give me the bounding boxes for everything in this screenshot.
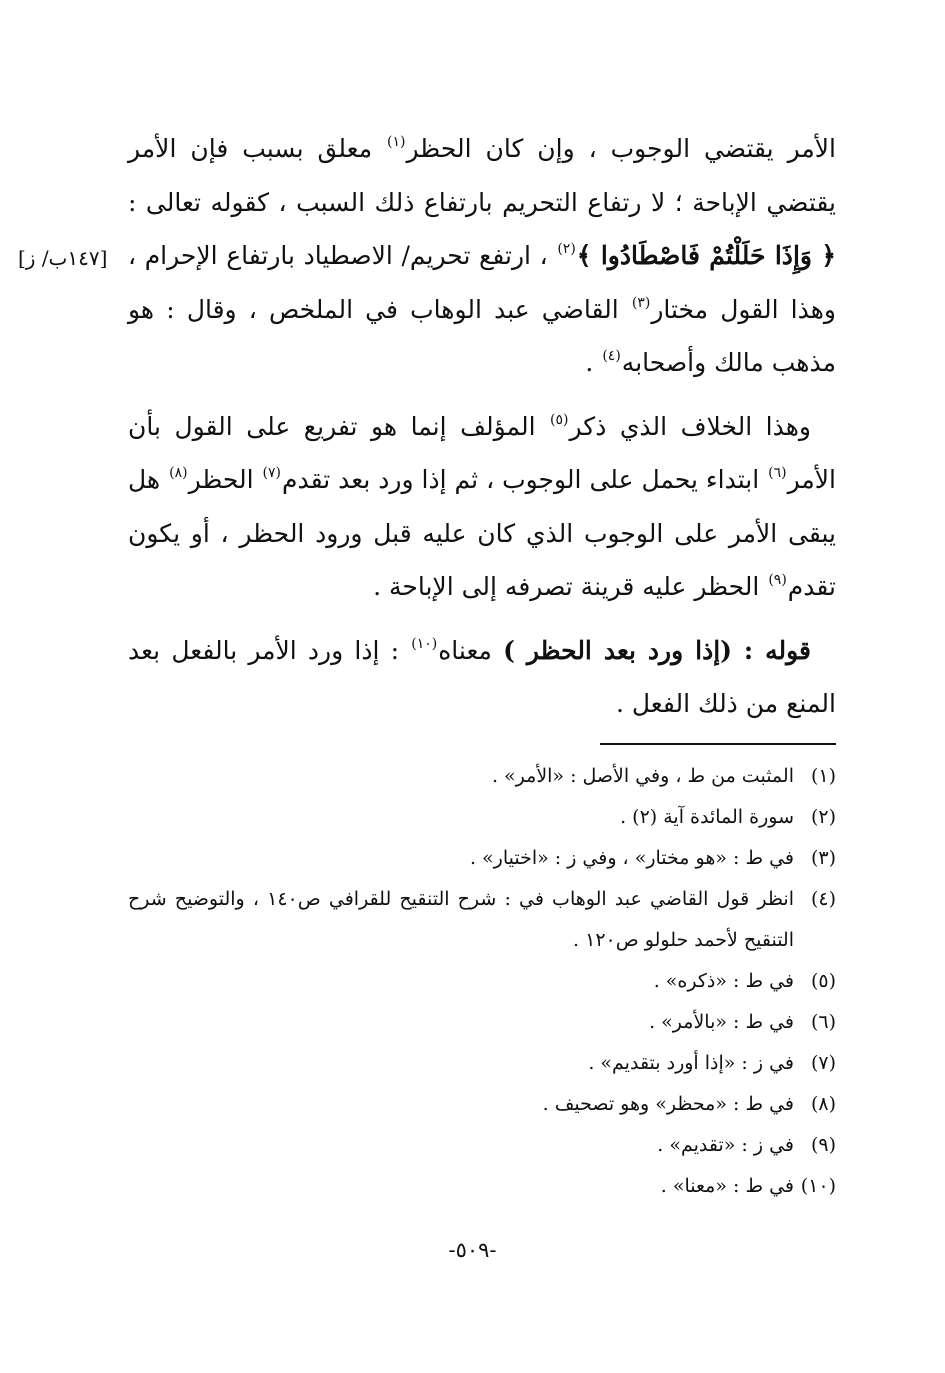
footnote-text: في ط : «معنا» . [660, 1175, 794, 1197]
text-run: هل يبقى الأمر على الوجوب الذي كان عليه قبل ورود الحظر ، أو يكون تقدم [128, 465, 836, 601]
text-run: ، ارتفع تحريم/ الاصطياد بارتفاع الإحرام ، وهذا القول مختار [128, 241, 836, 324]
footnote-number: (٨) [810, 1093, 836, 1115]
footnote-number: (٣) [810, 847, 836, 869]
text-run: معناه [438, 635, 504, 665]
footnote-text: سورة المائدة آية (٢) . [620, 806, 794, 828]
footnote-ref-4[interactable]: (٤) [602, 348, 621, 364]
footnote-ref-2[interactable]: (٢) [557, 241, 576, 257]
footnote-text: في ط : «ذكره» . [653, 970, 794, 992]
footnote-1 [128, 756, 836, 797]
footnote-text: في ز : «تقديم» . [657, 1134, 794, 1156]
text-run: معلق بسبب فإن الأمر يقتضي الإباحة ؛ لا رتفاع التحريم بارتفاع ذلك السبب ، كقوله تعالى : [128, 134, 836, 217]
footnote-text: في ز : «إذا أورد بتقديم» . [588, 1052, 794, 1074]
footnote-number: (٧) [810, 1052, 836, 1074]
paragraph-3 [128, 624, 836, 731]
footnote-text: المثبت من ط ، وفي الأصل : «الأمر» . [491, 765, 794, 787]
footnote-text: في ط : «محظر» وهو تصحيف . [542, 1093, 794, 1115]
footnote-text: في ط : «هو مختار» ، وفي ز : «اختيار» . [469, 847, 794, 869]
footnote-text: في ط : «بالأمر» . [649, 1011, 794, 1033]
text-run: القاضي عبد الوهاب في الملخص ، وقال : هو مذهب مالك وأصحابه [128, 294, 836, 377]
quran-verse: ﴿ وَإِذَا حَلَلْتُمْ فَاصْطَادُوا ﴾ [576, 241, 836, 270]
footnote-ref-1[interactable]: (١) [387, 134, 406, 150]
footnote-number: (٦) [810, 1011, 836, 1033]
footnote-9 [128, 1125, 836, 1166]
text-run: : إذا ورد الأمر بالفعل بعد المنع من ذلك الفعل . [128, 635, 836, 718]
text-run: . [585, 348, 602, 377]
text-run: الأمر يقتضي الوجوب ، وإن كان الحظر [406, 134, 836, 163]
footnote-ref-10[interactable]: (١٠) [411, 635, 438, 652]
footnote-number: (١٠) [800, 1175, 836, 1197]
footnote-separator [600, 743, 836, 745]
text-run: ابتداء يحمل على الوجوب ، ثم إذا ورد بعد تقدم [282, 465, 768, 494]
footnote-8 [128, 1084, 836, 1125]
text-run: وهذا الخلاف الذي ذكر [569, 411, 812, 441]
paragraph-2 [128, 400, 836, 614]
footnote-ref-3[interactable]: (٣) [631, 294, 651, 311]
text-run: المؤلف إنما هو تفريع على القول بأن الأمر [128, 411, 836, 494]
footnote-4 [128, 879, 836, 961]
footnote-2 [128, 797, 836, 838]
footnote-ref-7[interactable]: (٧) [262, 465, 281, 481]
footnote-6 [128, 1002, 836, 1043]
main-text [128, 122, 836, 731]
footnote-7 [128, 1043, 836, 1084]
footnote-ref-8[interactable]: (٨) [169, 465, 188, 481]
footnote-number: (٩) [810, 1134, 836, 1156]
footnote-text: انظر قول القاضي عبد الوهاب في : شرح التنقيح للقرافي ص١٤٠ ، والتوضيح شرح التنقيح لأحمد حلولو ص١٢٠ . [128, 888, 794, 951]
footnotes [128, 756, 836, 1207]
paragraph-1 [128, 122, 836, 390]
footnote-ref-6[interactable]: (٦) [768, 465, 787, 481]
footnote-number: (٢) [810, 806, 836, 828]
page-number: -٥٠٩- [448, 1238, 497, 1262]
footnote-ref-5[interactable]: (٥) [550, 411, 569, 428]
text-run: الحظر عليه قرينة تصرفه إلى الإباحة . [373, 572, 768, 601]
footnote-number: (١) [810, 765, 836, 787]
footnote-number: (٥) [810, 970, 836, 992]
footnote-3 [128, 838, 836, 879]
commentary-lead: قوله : (إذا ورد بعد الحظر ) [503, 635, 811, 665]
text-run: الحظر [188, 465, 262, 494]
footnote-number: (٤) [810, 888, 836, 910]
footnote-10 [128, 1166, 836, 1207]
manuscript-folio-note: [١٤٧ب/ ز] [18, 246, 108, 270]
footnote-ref-9[interactable]: (٩) [768, 572, 787, 588]
footnote-5 [128, 961, 836, 1002]
